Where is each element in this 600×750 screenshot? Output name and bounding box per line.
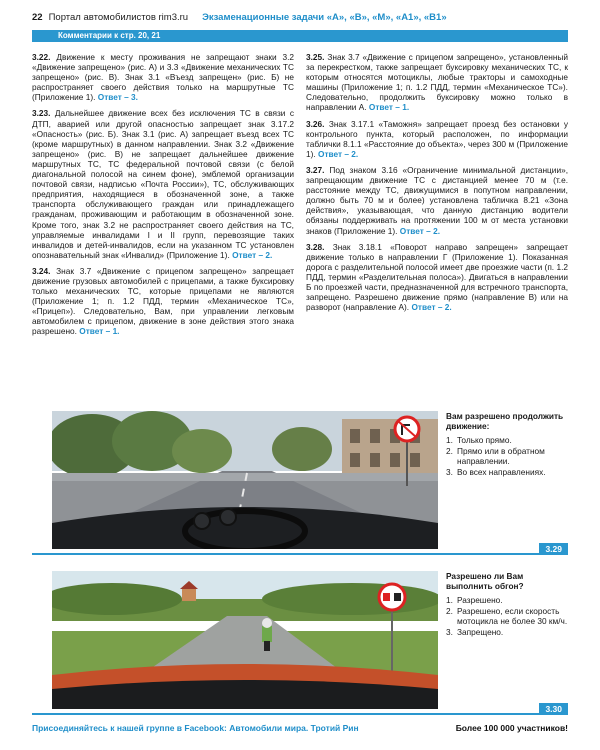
right-column bbox=[306, 52, 568, 368]
answer: Ответ – 3. bbox=[97, 92, 138, 103]
question-text bbox=[446, 411, 568, 478]
comment-paragraph: 3.28. Знак 3.18.1 «Поворот направо запрещен» запрещает движение только в направлении Г (Приложение 1). Показанная дорога с разделительной полосой имеет две проезжие части (п. 1.2 ПДД, термин «Разделительная полоса»). Двигаться в направлении Б по проезжей части, предназначенной для встречного транспорта, запрещено. Разрешено движение прямо (направление В) или на разворот (направление А). Ответ – 2. bbox=[306, 241, 568, 313]
scene-image-street bbox=[52, 411, 438, 549]
answer: Ответ – 2. bbox=[232, 249, 273, 260]
left-column bbox=[32, 52, 294, 368]
comment-bar: Комментарии к стр. 20, 21 bbox=[32, 30, 568, 42]
answer-options bbox=[446, 595, 568, 637]
answer-options bbox=[446, 435, 568, 477]
question-3-30 bbox=[32, 565, 568, 715]
comment-columns bbox=[32, 52, 568, 368]
answer: Ответ – 1. bbox=[368, 102, 410, 113]
footer-link[interactable]: Присоединяйтесь к нашей группе в Facebook: Автомобили мира. Тротий Рин bbox=[32, 723, 359, 733]
answer-option[interactable]: 3. Запрещено. bbox=[446, 627, 504, 637]
page-number: 22 bbox=[32, 11, 43, 23]
comment-paragraph: 3.27. Под знаком 3.16 «Ограничение минимальной дистанции», запрещающим движение ТС с дистанцией менее 70 м (т.е. расстояние между ТС, движущимися в попутном направлении, должно быть 70 м и более) установлена табличка 8.21 «Зона действия», указывающая, что данную дистанцию водители обязаны поддерживать на протяжении 100 м от места установки знаков (Приложение 1). Ответ – 2. bbox=[306, 164, 568, 236]
answer: Ответ – 2. bbox=[399, 225, 441, 236]
comment-paragraph: 3.22. Движение к месту проживания не запрещают знаки 3.2 «Движение запрещено» (рис. А) и 3.3 «Движение механических ТС запрещено» (рис. В). Знак 3.1 «Въезд запрещен» (рис. Б) не распространяет своего действия только на маршрутные ТС (Приложение 1). Ответ – 3. bbox=[32, 52, 294, 103]
question-text bbox=[446, 571, 568, 638]
footer-members: Более 100 000 участников! bbox=[455, 723, 568, 733]
comment-paragraph: 3.25. Знак 3.7 «Движение с прицепом запрещено», установленный за перекрестком, также запрещает буксировку механических ТС, к которым относятся мотоциклы, любые тракторы и самоходные машины (Приложение 1; п. 1.2 ПДД, термин «Механическое ТС»). Следовательно, продолжить буксировку можно только в направлении А. Ответ – 1. bbox=[306, 52, 568, 113]
answer: Ответ – 2. bbox=[411, 302, 452, 313]
question-title: Разрешено ли Вам выполнить обгон? bbox=[446, 571, 524, 591]
answer-option[interactable]: 2. Разрешено, если скорость мотоцикла не более 30 км/ч. bbox=[446, 606, 568, 626]
answer-option[interactable]: 1. Только прямо. bbox=[446, 435, 512, 445]
question-title: Вам разрешено продолжить движение: bbox=[446, 411, 564, 431]
question-3-29 bbox=[32, 405, 568, 555]
page-footer bbox=[32, 721, 568, 735]
page-header bbox=[32, 10, 568, 24]
question-badge: 3.29 bbox=[539, 543, 568, 555]
answer: Ответ – 1. bbox=[79, 326, 120, 337]
comment-paragraph: 3.26. Знак 3.17.1 «Таможня» запрещает проезд без остановки у контрольного пункта, который расположен, по информации таблички 8.1.1 «Расстояние до объекта», через 300 м (Приложение 1). Ответ – 2. bbox=[306, 118, 568, 159]
exam-title: Экзаменационные задачи «А», «В», «М», «А1», «В1» bbox=[202, 11, 447, 23]
answer-option[interactable]: 2. Прямо или в обратном направлении. bbox=[446, 446, 545, 466]
portal-name: Портал автомобилистов rim3.ru bbox=[48, 11, 189, 23]
scene-image-country-road bbox=[52, 571, 438, 709]
answer: Ответ – 2. bbox=[318, 148, 359, 159]
comment-paragraph: 3.23. Дальнейшее движение всех без исключения ТС в связи с ДТП, аварией или другой опасностью запрещает знак 3.17.2 «Опасность» (рис. Б). Знак 3.1 (рис. А) запрещает въезд всех ТС (кроме маршрутных) в данном направлении. Знак 3.2 «Движение запрещено» (рис. В) не запрещает дальнейшее движение маршрутных ТС, ТС федеральной почтовой связи (с белой диагональной полосой на синем фоне), эмблемой организации почтовой связи, надписью «Почта России»), ТС, обслуживающих предприятия, находящиеся в обозначенной зоне, а также транспорта обслуживающего граждан или принадлежащего гражданам, проживающим и работающим в обозначенной зоне. Кроме того, знак 3.2 не распространяет своего действия на ТС, управляемые инвалидами I и II групп, перевозящие таких инвалидов и детей-инвалидов, если на указанном ТС установлен опознавательный знак «Инвалид» (Приложение 1). Ответ – 2. bbox=[32, 108, 294, 260]
answer-option[interactable]: 3. Во всех направлениях. bbox=[446, 467, 546, 477]
comment-paragraph: 3.24. Знак 3.7 «Движение с прицепом запрещено» запрещает движение грузовых автомобилей с прицепами, а также буксировку только механических ТС, которые прицепами не являются (Приложение 1; п. 1.2 ПДД, термин «Механическое ТС», «Прицеп»). Следовательно, Вам, при управлении легковым автомобилем с прицепом, движение в зоне действия этого знака разрешено. Ответ – 1. bbox=[32, 265, 294, 337]
question-badge: 3.30 bbox=[539, 703, 568, 715]
answer-option[interactable]: 1. Разрешено. bbox=[446, 595, 503, 605]
